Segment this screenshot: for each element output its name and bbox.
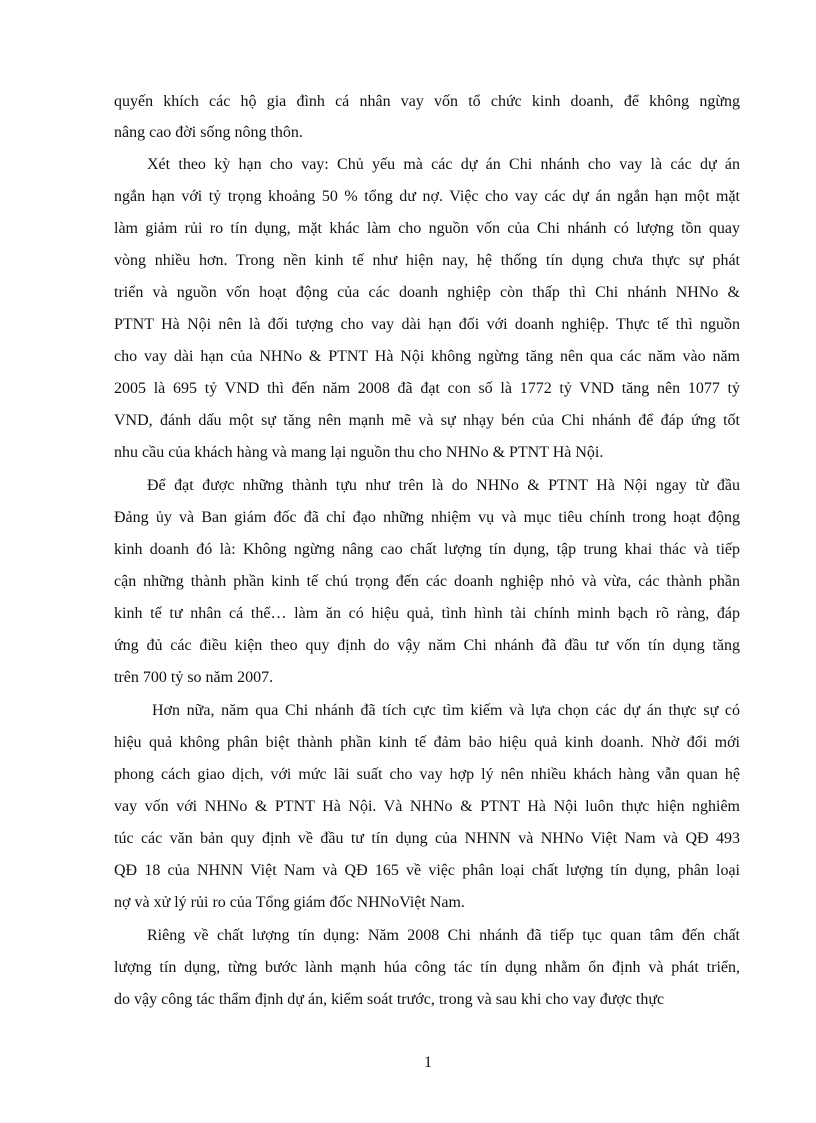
text-line: Xét theo kỳ hạn cho vay: Chủ yếu mà các dự án Chi nhánh cho vay là các dự án xyxy=(147,156,740,173)
text-line: 2005 là 695 tỷ VND thì đến năm 2008 đã đạt con số là 1772 tỷ VND tăng nên 1077 tỷ xyxy=(114,380,740,397)
text-line: triển và nguồn vốn hoạt động của các doanh nghiệp còn thấp thì Chi nhánh NHNo & xyxy=(114,284,740,301)
text-line: PTNT Hà Nội nên là đối tượng cho vay dài hạn đối với doanh nghiệp. Thực tế thì nguồn xyxy=(114,316,740,333)
text-line: QĐ 18 của NHNN Việt Nam và QĐ 165 về việc phân loại chất lượng tín dụng, phân loại xyxy=(114,862,740,879)
text-line: nhu cầu của khách hàng và mang lại nguồn thu cho NHNo & PTNT Hà Nội. xyxy=(114,444,604,461)
text-line: cho vay dài hạn của NHNo & PTNT Hà Nội không ngừng tăng nên qua các năm vào năm xyxy=(114,348,740,365)
text-line: lượng tín dụng, từng bước lành mạnh húa công tác tín dụng nhằm ổn định và phát triển, xyxy=(114,959,740,976)
text-line: kinh doanh đó là: Không ngừng nâng cao chất lượng tín dụng, tập trung khai thác và tiếp xyxy=(114,541,740,558)
page-number: 1 xyxy=(424,1054,432,1071)
text-line: VND, đánh dấu một sự tăng nên mạnh mẽ và sự nhạy bén của Chi nhánh để đáp ứng tốt xyxy=(114,412,740,429)
text-line: nợ và xử lý rủi ro của Tổng giám đốc NHNoViệt Nam. xyxy=(114,894,465,911)
text-line: nâng cao đời sống nông thôn. xyxy=(114,124,303,141)
text-line: cận những thành phần kinh tế chú trọng đến các doanh nghiệp nhỏ và vừa, các thành phần xyxy=(114,573,740,590)
text-line: Hơn nữa, năm qua Chi nhánh đã tích cực tìm kiếm và lựa chọn các dự án thực sự có xyxy=(152,702,740,719)
text-line: Đảng ủy và Ban giám đốc đã chỉ đạo những nhiệm vụ và mục tiêu chính trong hoạt động xyxy=(114,509,740,526)
text-line: túc các văn bản quy định về đầu tư tín dụng của NHNN và NHNo Việt Nam và QĐ 493 xyxy=(114,830,740,847)
text-line: do vậy công tác thẩm định dự án, kiểm soát trước, trong và sau khi cho vay được thực xyxy=(114,991,665,1008)
text-line: quyến khích các hộ gia đình cá nhân vay vốn tổ chức kinh doanh, để không ngừng xyxy=(114,93,740,110)
text-line: trên 700 tỷ so năm 2007. xyxy=(114,669,274,686)
text-line: ngắn hạn với tỷ trọng khoảng 50 % tổng dư nợ. Việc cho vay các dự án ngắn hạn một mặt xyxy=(114,188,740,205)
text-line: vòng nhiều hơn. Trong nền kinh tế như hiện nay, hệ thống tín dụng chưa thực sự phát xyxy=(114,252,740,269)
text-line: vay vốn với NHNo & PTNT Hà Nội. Và NHNo & PTNT Hà Nội luôn thực hiện nghiêm xyxy=(114,798,740,815)
text-line: kinh tế tư nhân cá thể… làm ăn có hiệu quả, tình hình tài chính minh bạch rõ ràng, đáp xyxy=(114,605,740,622)
text-line: Để đạt được những thành tựu như trên là do NHNo & PTNT Hà Nội ngay từ đầu xyxy=(147,477,740,494)
text-line: làm giảm rủi ro tín dụng, mặt khác làm cho nguồn vốn của Chi nhánh có lượng tồn quay xyxy=(114,220,740,237)
text-line: hiệu quả không phân biệt thành phần kinh tế đảm bảo hiệu quả kinh doanh. Nhờ đổi mới xyxy=(114,734,740,751)
text-line: ứng đủ các điều kiện theo quy định do vậy năm Chi nhánh đã đầu tư vốn tín dụng tăng xyxy=(114,637,740,654)
text-line: phong cách giao dịch, với mức lãi suất cho vay hợp lý nên nhiều khách hàng vẫn quan hệ xyxy=(114,766,740,783)
text-line: Riêng về chất lượng tín dụng: Năm 2008 Chi nhánh đã tiếp tục quan tâm đến chất xyxy=(147,927,740,944)
